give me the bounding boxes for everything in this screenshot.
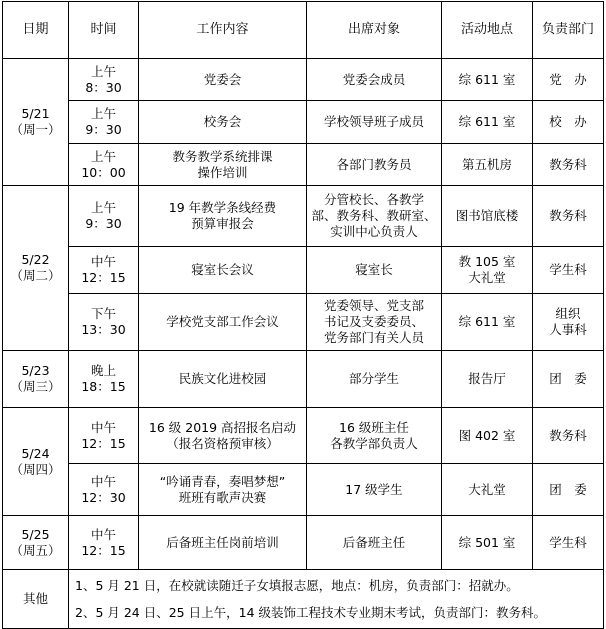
time-cell: 上午 9：30 [69, 101, 139, 144]
attendees-cell: 党委会成员 [307, 59, 442, 101]
dept-cell: 组织 人事科 [533, 294, 604, 351]
weekly-schedule-table [2, 1, 604, 629]
date-cell: 5/21 （周一） [3, 59, 69, 186]
attendees-cell: 分管校长、各教学 部、教务科、教研室、 实训中心负责人 [307, 186, 442, 247]
date-cell: 5/22 （周二） [3, 186, 69, 351]
time-cell: 中午 12：15 [69, 408, 139, 464]
time-cell: 上午 8：30 [69, 59, 139, 101]
date-cell: 5/25 （周五） [3, 516, 69, 570]
dept-cell: 教务科 [533, 144, 604, 186]
location-cell: 综 501 室 [442, 516, 533, 570]
time-cell: 晚上 18：15 [69, 351, 139, 408]
location-cell: 第五机房 [442, 144, 533, 186]
time-cell: 上午 10：00 [69, 144, 139, 186]
location-cell: 大礼堂 [442, 464, 533, 516]
location-cell: 报告厅 [442, 351, 533, 408]
attendees-cell: 党委领导、党支部 书记及支委委员、 党务部门有关人员 [307, 294, 442, 351]
content-cell: 学校党支部工作会议 [139, 294, 307, 351]
dept-cell: 团 委 [533, 464, 604, 516]
header-row [3, 2, 604, 59]
dept-cell: 团 委 [533, 351, 604, 408]
header-dept: 负责部门 [533, 2, 604, 59]
dept-cell: 党 办 [533, 59, 604, 101]
time-cell: 中午 12：15 [69, 516, 139, 570]
table-row [3, 247, 604, 294]
content-cell: 寝室长会议 [139, 247, 307, 294]
content-cell: 19 年教学条线经费 预算审报会 [139, 186, 307, 247]
dept-cell: 学生科 [533, 247, 604, 294]
dept-cell: 教务科 [533, 408, 604, 464]
header-location: 活动地点 [442, 2, 533, 59]
attendees-cell: 16 级班主任 各教学部负责人 [307, 408, 442, 464]
time-cell: 中午 12：30 [69, 464, 139, 516]
other-row [3, 570, 604, 629]
time-cell: 上午 9：30 [69, 186, 139, 247]
header-time: 时间 [69, 2, 139, 59]
location-cell: 图 402 室 [442, 408, 533, 464]
time-cell: 中午 12：15 [69, 247, 139, 294]
other-note-1: 1、5 月 21 日，在校就读随迁子女填报志愿，地点：机房，负责部门：招就办。 [75, 578, 519, 593]
dept-cell: 校 办 [533, 101, 604, 144]
table-row [3, 101, 604, 144]
content-cell: 校务会 [139, 101, 307, 144]
table-row [3, 351, 604, 408]
location-cell: 图书馆底楼 [442, 186, 533, 247]
content-cell: 16 级 2019 高招报名启动 （报名资格预审核） [139, 408, 307, 464]
date-cell: 5/24 （周四） [3, 408, 69, 516]
table-row [3, 516, 604, 570]
table-row [3, 408, 604, 464]
location-cell: 综 611 室 [442, 101, 533, 144]
table-row [3, 144, 604, 186]
attendees-cell: 17 级学生 [307, 464, 442, 516]
table-row [3, 186, 604, 247]
location-cell: 综 611 室 [442, 294, 533, 351]
header-attendees: 出席对象 [307, 2, 442, 59]
attendees-cell: 寝室长 [307, 247, 442, 294]
location-cell: 综 611 室 [442, 59, 533, 101]
attendees-cell: 后备班主任 [307, 516, 442, 570]
dept-cell: 教务科 [533, 186, 604, 247]
other-label: 其他 [3, 570, 69, 629]
attendees-cell: 学校领导班子成员 [307, 101, 442, 144]
date-cell: 5/23 （周三） [3, 351, 69, 408]
content-cell: “吟诵青春，奏唱梦想” 班班有歌声决赛 [139, 464, 307, 516]
attendees-cell: 部分学生 [307, 351, 442, 408]
table-row [3, 294, 604, 351]
location-cell: 教 105 室 大礼堂 [442, 247, 533, 294]
attendees-cell: 各部门教务员 [307, 144, 442, 186]
table-row [3, 59, 604, 101]
time-cell: 下午 13：30 [69, 294, 139, 351]
other-note-2: 2、5 月 24 日、25 日上午，14 级装饰工程技术专业期末考试，负责部门：教务科。 [75, 605, 546, 620]
content-cell: 党委会 [139, 59, 307, 101]
schedule-table-wrapper [2, 1, 604, 629]
header-date: 日期 [3, 2, 69, 59]
content-cell: 后备班主任岗前培训 [139, 516, 307, 570]
header-content: 工作内容 [139, 2, 307, 59]
other-notes [69, 570, 604, 629]
dept-cell: 学生科 [533, 516, 604, 570]
content-cell: 民族文化进校园 [139, 351, 307, 408]
table-row [3, 464, 604, 516]
content-cell: 教务教学系统排课 操作培训 [139, 144, 307, 186]
